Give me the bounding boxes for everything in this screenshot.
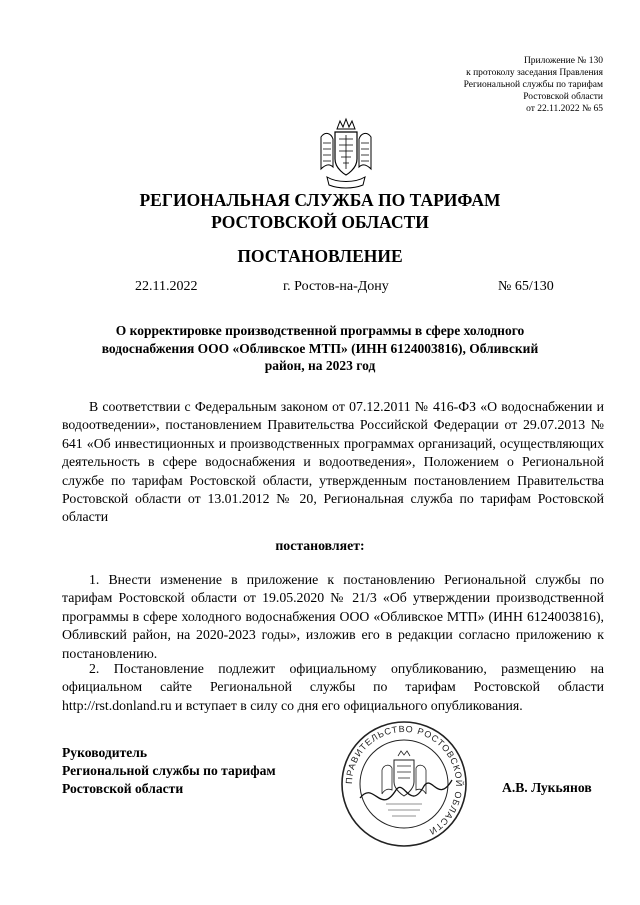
decree-word: постановляет: — [275, 538, 365, 553]
annex-line: Региональной службы по тарифам — [463, 80, 603, 90]
signatory-title-line: Руководитель — [62, 745, 148, 760]
seal-text: ПРАВИТЕЛЬСТВО РОСТОВСКОЙ ОБЛАСТИ — [343, 723, 465, 838]
signatory-title-line: Региональной службы по тарифам — [62, 763, 276, 778]
org-line: РЕГИОНАЛЬНАЯ СЛУЖБА ПО ТАРИФАМ — [139, 190, 501, 210]
document-date: 22.11.2022 — [135, 279, 198, 294]
signatory-name: А.В. Лукьянов — [502, 780, 592, 795]
annex-note — [464, 55, 603, 115]
svg-text:ПРАВИТЕЛЬСТВО РОСТОВСКОЙ ОБЛАС — [344, 724, 465, 837]
document-place: г. Ростов-на-Дону — [283, 279, 389, 294]
coat-of-arms-icon — [315, 117, 377, 189]
signatory-title-line: Ростовской области — [62, 781, 184, 796]
annex-line: Ростовской области — [523, 92, 603, 102]
document-type: ПОСТАНОВЛЕНИЕ — [237, 246, 403, 266]
preamble-paragraph: В соответствии с Федеральным законом от 07.12.2011 № 416-ФЗ «О водоснабжении и водоотведении», постановлением Правительства Российской Федерации от 29.07.2013 № 641 «Об инвестиционных и производственных программах организаций, осуществляющих деятельность в сфере водоснабжения и водоотведения», Положением о Региональной службе по тарифам Ростовской области, утвержденным постановлением Правительства Ростовской области от 13.01.2012 № 20, Региональная служба по тарифам Ростовской области — [62, 399, 604, 525]
organization-name — [0, 189, 640, 233]
item-2-paragraph: 2. Постановление подлежит официальному опубликованию, размещению на официальном сайте Региональной службы по тарифам Ростовской области http://rst.donland.ru и вступает в силу со дня его официального опубликования. — [62, 661, 604, 713]
document-subject: О корректировке производственной программы в сфере холодного водоснабжения ООО «Обливское МТП» (ИНН 6124003816), Обливский район, на 2023 год — [101, 323, 539, 373]
annex-line: от 22.11.2022 № 65 — [526, 104, 603, 114]
official-seal-stamp — [340, 720, 468, 848]
org-line: РОСТОВСКОЙ ОБЛАСТИ — [211, 212, 429, 232]
item-1-paragraph: 1. Внести изменение в приложение к постановлению Региональной службы по тарифам Ростовской области от 19.05.2020 № 21/3 «Об утверждении производственной программы в сфере холодного водоснабжения ООО «Обливское МТП» (ИНН 6124003816), Обливский район, на 2020-2023 годы», изложив его в редакции согласно приложению к постановлению. — [62, 572, 604, 661]
annex-line: Приложение № 130 — [523, 56, 603, 66]
signatory-title — [62, 744, 276, 798]
document-number: № 65/130 — [498, 279, 554, 294]
annex-line: к протоколу заседания Правления — [466, 68, 603, 78]
